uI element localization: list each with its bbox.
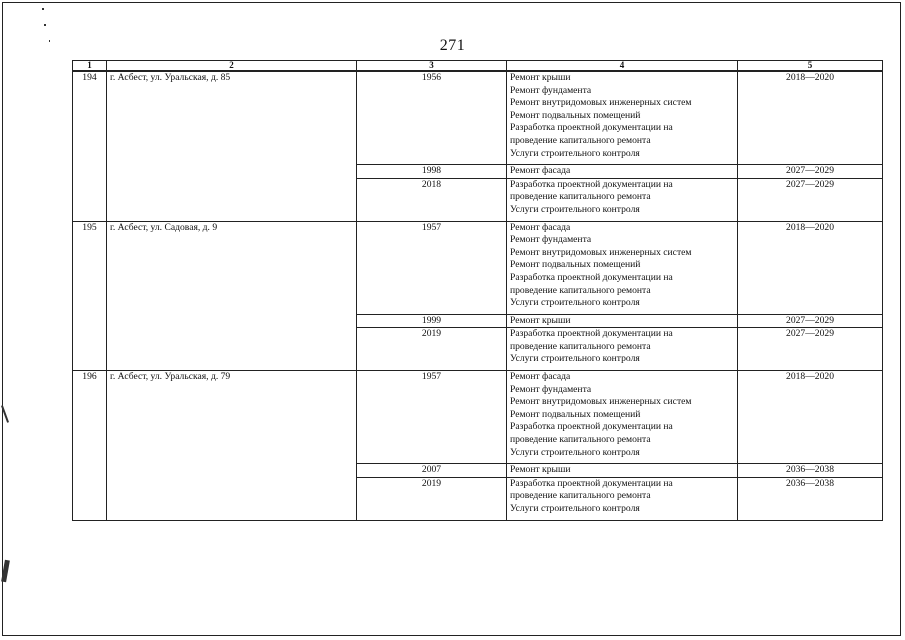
column-header: 3 bbox=[357, 61, 507, 72]
period-cell: 2027—2029 bbox=[738, 314, 883, 328]
works-cell bbox=[507, 165, 738, 179]
work-item: Ремонт фасада bbox=[510, 371, 571, 383]
year-cell: 1999 bbox=[357, 314, 507, 328]
works-cell bbox=[507, 71, 738, 165]
work-item: Разработка проектной документации на bbox=[510, 328, 673, 340]
work-item: Ремонт крыши bbox=[510, 72, 571, 83]
period-cell: 2018—2020 bbox=[738, 221, 883, 314]
work-item: Разработка проектной документации на bbox=[510, 477, 673, 489]
table-row bbox=[73, 371, 883, 464]
work-item: проведение капитального ремонта bbox=[510, 191, 651, 203]
period-cell: 2018—2020 bbox=[738, 371, 883, 464]
works-cell bbox=[507, 464, 738, 478]
work-item: проведение капитального ремонта bbox=[510, 434, 651, 446]
scan-artifact bbox=[44, 24, 46, 26]
period-cell: 2036—2038 bbox=[738, 464, 883, 478]
table-row bbox=[73, 221, 883, 314]
work-item: Услуги строительного контроля bbox=[510, 503, 640, 514]
period-cell: 2027—2029 bbox=[738, 328, 883, 371]
column-header: 4 bbox=[507, 61, 738, 72]
work-item: Услуги строительного контроля bbox=[510, 203, 640, 215]
work-item: Услуги строительного контроля bbox=[510, 147, 640, 159]
address-cell: г. Асбест, ул. Уральская, д. 85 bbox=[107, 71, 357, 221]
house-number-cell: 195 bbox=[73, 221, 107, 371]
column-header: 1 bbox=[73, 61, 107, 72]
work-item: Ремонт подвальных помещений bbox=[510, 259, 641, 271]
work-item: проведение капитального ремонта bbox=[510, 340, 651, 352]
period-cell: 2027—2029 bbox=[738, 178, 883, 221]
year-cell: 2018 bbox=[357, 178, 507, 221]
house-number-cell: 194 bbox=[73, 71, 107, 221]
work-item: Ремонт подвальных помещений bbox=[510, 109, 641, 121]
period-cell: 2027—2029 bbox=[738, 165, 883, 179]
work-item: Услуги строительного контроля bbox=[510, 353, 640, 365]
year-cell: 1957 bbox=[357, 371, 507, 464]
year-cell: 1957 bbox=[357, 221, 507, 314]
work-item: Ремонт внутридомовых инженерных систем bbox=[510, 396, 692, 408]
work-item: Ремонт крыши bbox=[510, 314, 571, 326]
work-item: Разработка проектной документации на bbox=[510, 421, 673, 433]
work-item: Ремонт фундамента bbox=[510, 234, 592, 246]
works-cell bbox=[507, 371, 738, 464]
year-cell: 1998 bbox=[357, 165, 507, 179]
year-cell: 2007 bbox=[357, 464, 507, 478]
work-item: Разработка проектной документации на bbox=[510, 178, 673, 190]
work-item: проведение капитального ремонта bbox=[510, 134, 651, 146]
page-number: 271 bbox=[439, 37, 466, 54]
work-item: Услуги строительного контроля bbox=[510, 297, 640, 309]
work-item: Ремонт внутридомовых инженерных систем bbox=[510, 246, 692, 258]
work-item: Разработка проектной документации на bbox=[510, 271, 673, 283]
work-item: Ремонт крыши bbox=[510, 464, 571, 476]
year-cell: 1956 bbox=[357, 71, 507, 165]
work-item: Ремонт фасада bbox=[510, 165, 571, 177]
scan-artifact bbox=[42, 8, 44, 10]
address-cell: г. Асбест, ул. Уральская, д. 79 bbox=[107, 371, 357, 521]
works-cell bbox=[507, 221, 738, 314]
year-cell: 2019 bbox=[357, 328, 507, 371]
table-header-row bbox=[73, 61, 883, 72]
works-cell bbox=[507, 178, 738, 221]
work-item: Ремонт фундамента bbox=[510, 383, 592, 395]
address-cell: г. Асбест, ул. Садовая, д. 9 bbox=[107, 221, 357, 371]
period-cell: 2036—2038 bbox=[738, 477, 883, 520]
table-row bbox=[73, 71, 883, 165]
work-item: Разработка проектной документации на bbox=[510, 122, 673, 134]
column-header: 2 bbox=[107, 61, 357, 72]
table-body bbox=[73, 71, 883, 520]
works-cell bbox=[507, 328, 738, 371]
house-number-cell: 196 bbox=[73, 371, 107, 521]
year-cell: 2019 bbox=[357, 477, 507, 520]
column-header: 5 bbox=[738, 61, 883, 72]
work-item: Ремонт фасада bbox=[510, 221, 571, 233]
work-item: Ремонт подвальных помещений bbox=[510, 408, 641, 420]
work-item: Ремонт внутридомовых инженерных систем bbox=[510, 97, 692, 109]
work-item: Ремонт фундамента bbox=[510, 84, 592, 96]
work-item: Услуги строительного контроля bbox=[510, 446, 640, 458]
period-cell: 2018—2020 bbox=[738, 71, 883, 165]
work-item: проведение капитального ремонта bbox=[510, 284, 651, 296]
works-cell bbox=[507, 477, 738, 520]
work-item: проведение капитального ремонта bbox=[510, 490, 651, 502]
repair-schedule-table bbox=[72, 60, 883, 521]
works-cell bbox=[507, 314, 738, 328]
